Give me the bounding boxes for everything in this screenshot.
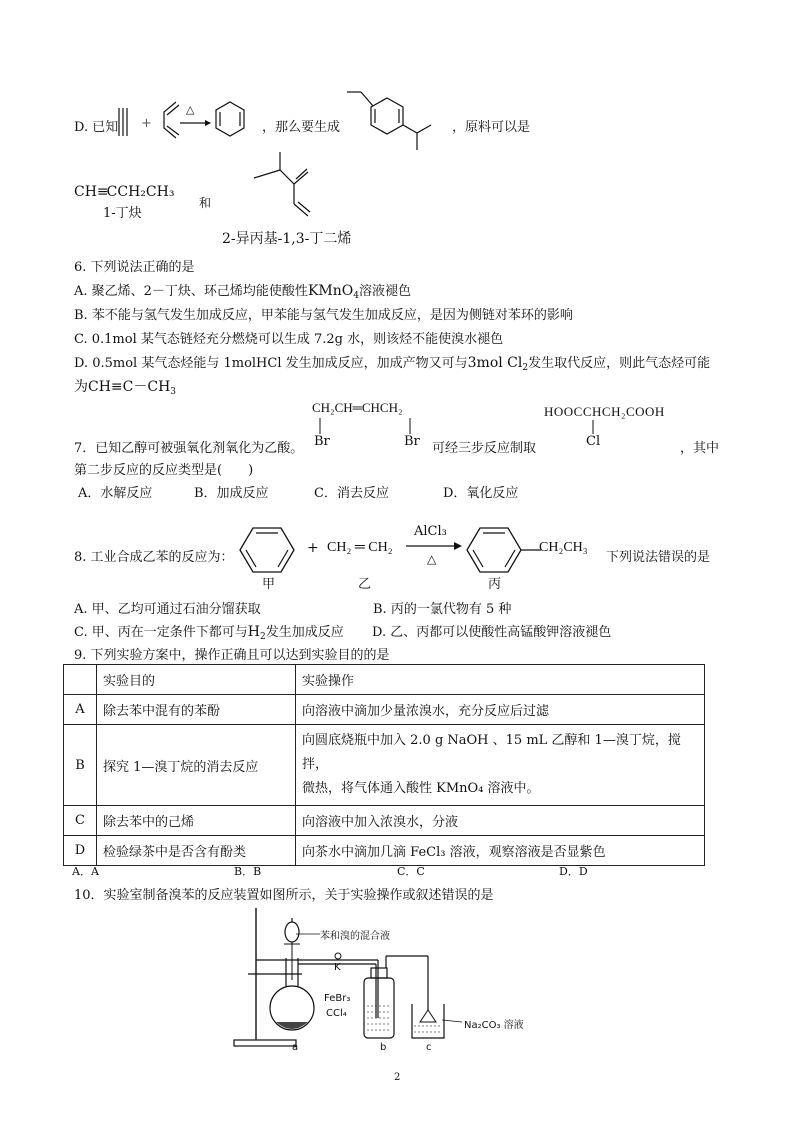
row-letter: C (64, 806, 97, 836)
q8-stem: 8. 工业合成乙苯的反应为： (74, 550, 234, 565)
q8-tail: 下列说法错误的是 (606, 550, 711, 565)
q6-option-a: A. 聚乙烯、2－丁炔、环己烯均能使酸性KMnO$_4$溶液褪色 (74, 283, 411, 301)
q9-choice-c: C．C (397, 865, 425, 878)
table-row (64, 836, 705, 866)
q7-option-b: B．加成反应 (194, 486, 269, 501)
q6-option-d: D. 0.5mol 某气态烃能与 1molHCl 发生加成反应，加成产物又可与3mol $Cl_2$发生取代反应，则此气态烃可能 (74, 355, 711, 373)
label-febr3: FeBr₃ (324, 993, 351, 1004)
table-header-cell: 实验目的 (97, 665, 296, 695)
q7-structure1-bonds (318, 417, 418, 435)
row-letter: A (64, 695, 97, 725)
q7-structure2-top: HOOCCHCH₂COOH (544, 404, 665, 419)
label-na2co3: Na₂CO₃ 溶液 (464, 1020, 524, 1031)
q7-option-d: D．氧化反应 (443, 486, 519, 501)
q7-structure1-top: CH₂CH═CHCH₂ (312, 400, 403, 415)
label-jia: 甲 (262, 577, 276, 592)
q5d-end-text: ，原料可以是 (452, 120, 531, 135)
row-operation: 向溶液中滴加少量浓溴水，充分反应后过滤 (296, 695, 705, 725)
table-row (64, 725, 705, 806)
row-operation: 向溶液中加入浓溴水，分液 (296, 806, 705, 836)
raw-material-1-formula: CH≡CCH₂CH₃ (74, 184, 175, 200)
table-header-cell: 实验操作 (296, 665, 705, 695)
label-yi: 乙 (358, 577, 372, 592)
label-a: a (292, 1042, 299, 1053)
q6-option-c: C. 0.1mol 某气态链烃充分燃烧可以生成 7.2g 水，则该烃不能使溴水褪色 (74, 332, 504, 347)
alkyne-structure (116, 104, 130, 140)
cyclohexadiene-structure (213, 98, 247, 144)
benzene-structure (238, 524, 296, 576)
raw-material-2-name: 2-异丙基-1,3-丁二烯 (222, 231, 352, 247)
q10-stem: 10．实验室制备溴苯的反应装置如图所示，关于实验操作或叙述错误的是 (74, 888, 494, 903)
q5d-mid-text: ，那么要生成 (262, 120, 341, 135)
label-b: b (380, 1042, 387, 1053)
target-diene-structure (345, 88, 445, 160)
label-ccl4: CCl₄ (326, 1008, 347, 1019)
heat-triangle: △ (186, 103, 195, 116)
q9-choice-a: A．A (72, 865, 99, 878)
ethylene-formula: CH₂ ═ CH₂ (327, 540, 393, 555)
apparatus-diagram (228, 900, 558, 1058)
label-c: c (426, 1042, 432, 1053)
reaction-arrow (178, 106, 214, 130)
q9-choice-b: B．B (234, 865, 262, 878)
q7-br-2: Br (404, 434, 420, 449)
ethylbenzene-structure (465, 524, 545, 576)
q8-heat-triangle: △ (427, 552, 437, 566)
row-purpose: 除去苯中的己烯 (97, 806, 296, 836)
raw-material-1-name: 1-丁炔 (103, 206, 142, 221)
table-row (64, 806, 705, 836)
q7-option-a: A．水解反应 (78, 486, 153, 501)
label-bing: 丙 (488, 577, 502, 592)
ethyl-group: CH₂CH₃ (539, 540, 588, 555)
q5d-plus: + (141, 116, 152, 131)
q5d-and: 和 (199, 196, 212, 210)
row-purpose: 探究 1—溴丁烷的消去反应 (97, 725, 296, 806)
q6-option-b: B. 苯不能与氢气发生加成反应，甲苯能与氢气发生加成反应，是因为侧链对苯环的影响 (74, 308, 573, 323)
q9-stem: 9. 下列实验方案中，操作正确且可以达到实验目的的是 (74, 648, 390, 663)
q6-stem: 6. 下列说法正确的是 (74, 260, 195, 275)
q9-choice-d: D．D (559, 865, 588, 878)
q7-stem-pre: 7．已知乙醇可被强氧化剂氧化为乙酸。 (74, 441, 304, 456)
q6-option-d-line2: 为$CH\equiv C-CH_3$ (74, 379, 177, 397)
q7-cl: Cl (586, 434, 601, 449)
row-purpose: 检验绿茶中是否含有酚类 (97, 836, 296, 866)
isopropyl-butadiene-structure (250, 148, 314, 224)
label-mixture: 苯和溴的混合液 (320, 931, 390, 942)
row-operation: 向茶水中滴加几滴 FeCl₃ 溶液，观察溶液是否显紫色 (296, 836, 705, 866)
experiment-table (63, 664, 705, 866)
table-header-cell (64, 665, 97, 695)
row-purpose: 除去苯中混有的苯酚 (97, 695, 296, 725)
table-header-row (64, 665, 705, 695)
q8-plus: + (307, 540, 319, 556)
q8-option-d: D. 乙、丙都可以使酸性高锰酸钾溶液褪色 (372, 625, 612, 640)
q7-br-1: Br (314, 434, 330, 449)
q7-option-c: C．消去反应 (314, 486, 389, 501)
q7-stem-mid: 可经三步反应制取 (432, 441, 537, 456)
catalyst-alcl3: AlCl₃ (414, 524, 447, 539)
q7-line2: 第二步反应的反应类型是( ) (74, 463, 254, 478)
q5d-prefix: D. 已知 (74, 120, 119, 135)
page-number: 2 (394, 1072, 401, 1083)
q8-reaction-arrow (404, 540, 464, 552)
label-valve-k: K (334, 962, 341, 973)
q8-option-c: C. 甲、丙在一定条件下都可与$H_2$发生加成反应 (74, 624, 344, 642)
row-letter: D (64, 836, 97, 866)
row-operation-line1: 向圆底烧瓶中加入 2.0 g NaOH 、15 mL 乙醇和 1—溴丁烷，搅拌， (302, 733, 681, 772)
row-operation (296, 725, 705, 806)
table-row (64, 695, 705, 725)
q7-structure2-bond (590, 420, 596, 434)
q8-option-a: A. 甲、乙均可通过石油分馏获取 (74, 602, 261, 617)
row-letter: B (64, 725, 97, 806)
q7-stem-post: ，其中 (680, 441, 720, 456)
q8-option-b: B. 丙的一氯代物有 5 种 (373, 602, 512, 617)
row-operation-line2: 微热，将气体通入酸性 KMnO₄ 溶液中。 (302, 781, 540, 796)
